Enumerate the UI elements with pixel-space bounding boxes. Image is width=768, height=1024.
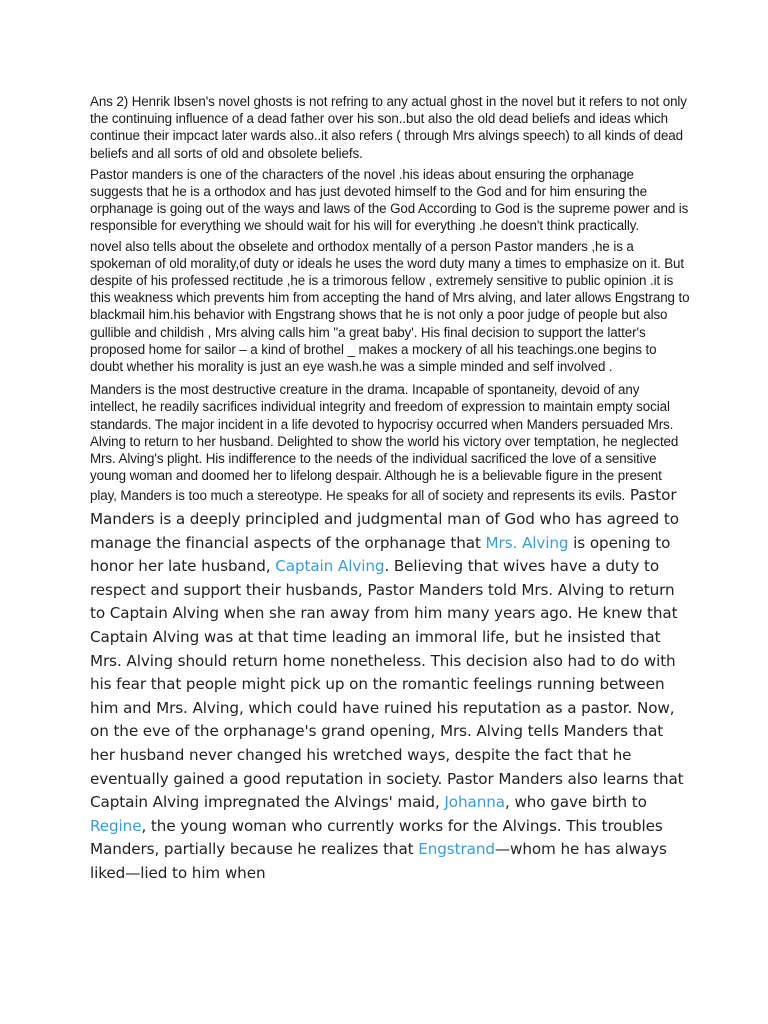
link-mrs-alving[interactable]: Mrs. Alving [485, 533, 569, 552]
link-johanna[interactable]: Johanna [444, 793, 505, 812]
summary-segment-2: is opening to honor her late husband, [90, 533, 671, 576]
summary-segment-1: Pastor Manders is a deeply principled and judgmental man of God who has agreed to manage the financial aspects of the orphanage that [90, 486, 679, 552]
summary-segment-6: —whom he has always liked—lied to him when [90, 840, 667, 882]
paragraph-1: Ans 2) Henrik Ibsen's novel ghosts is not refring to any actual ghost in the novel but it refers to not only the continuing influence of a dead father over his son..but also the old dead beliefs and ideas which continue their impcact later wards also..it also refers ( through Mrs alvings speech) to all kinds of dead beliefs and all sorts of old and obsolete beliefs. [90, 94, 687, 161]
summary-text [90, 486, 684, 882]
link-regine[interactable]: Regine [90, 816, 142, 835]
link-captain-alving[interactable]: Captain Alving [275, 557, 385, 576]
paragraph-4-text: Manders is the most destructive creature in the drama. Incapable of spontaneity, devoid of any intellect, he readily sacrifices individual integrity and freedom of expression to maintain empty social standards. The major incident in a life devoted to hypocrisy occurred when Manders persuaded Mrs. Alving to return to her husband. Delighted to show the world his victory over temptation, he neglected Mrs. Alving's plight. His indifference to the needs of the individual sacrificed the love of a sensitive young woman and doomed her to lifelong despair. Although he is a believable figure in the present play, Manders is too much a stereotype. He speaks for all of society and represents its evils. [90, 382, 679, 504]
summary-segment-5: , the young woman who currently works for the Alvings. This troubles Manders, partially because he realizes that [90, 816, 663, 859]
document-page [90, 93, 690, 886]
paragraph-4 [90, 381, 690, 885]
summary-segment-3: . Believing that wives have a duty to respect and support their husbands, Pastor Manders told Mrs. Alving to return to Captain Alving when she ran away from him many years ago. He knew that Captain Alving was at that time leading an immoral life, but he insisted that Mrs. Alving should return home nonetheless. This decision also had to do with his fear that people might pick up on the romantic feelings running between him and Mrs. Alving, which could have ruined his reputation as a pastor. Now, on the eve of the orphanage's grand opening, Mrs. Alving tells Manders that her husband never changed his wretched ways, despite the fact that he eventually gained a good reputation in society. Pastor Manders also learns that Captain Alving impregnated the Alvings' maid, [90, 557, 684, 812]
link-engstrand[interactable]: Engstrand [418, 840, 495, 859]
summary-segment-4: , who gave birth to [504, 793, 647, 812]
paragraph-2: Pastor manders is one of the characters of the novel .his ideas about ensuring the orphanage suggests that he is a orthodox and has just devoted himself to the God and for him ensuring the orphanage is going out of the ways and laws of the God According to God is the supreme power and is responsible for everything we should wait for his will for everything .he doesn't think practically. [90, 166, 689, 234]
paragraph-3: novel also tells about the obselete and orthodox mentally of a person Pastor manders ,he is a spokeman of old morality,of duty or ideals he uses the word duty many a times to emphasize on it. But despite of his professed rectitude ,he is a trimorous fellow , extremely sensitive to public opinion .it is this weakness which prevents him from accepting the hand of Mrs alving, and later allows Engstrang to blackmail him.his behavior with Engstrang shows that he is not only a poor judge of people but also gullible and childish , Mrs alving calls him "a great baby'. His final decision to support the latter's proposed home for sailor – a kind of brothel _ makes a mockery of all his teachings.one begins to doubt whether his morality is just an eye wash.he was a simple minded and self involved . [90, 238, 690, 375]
